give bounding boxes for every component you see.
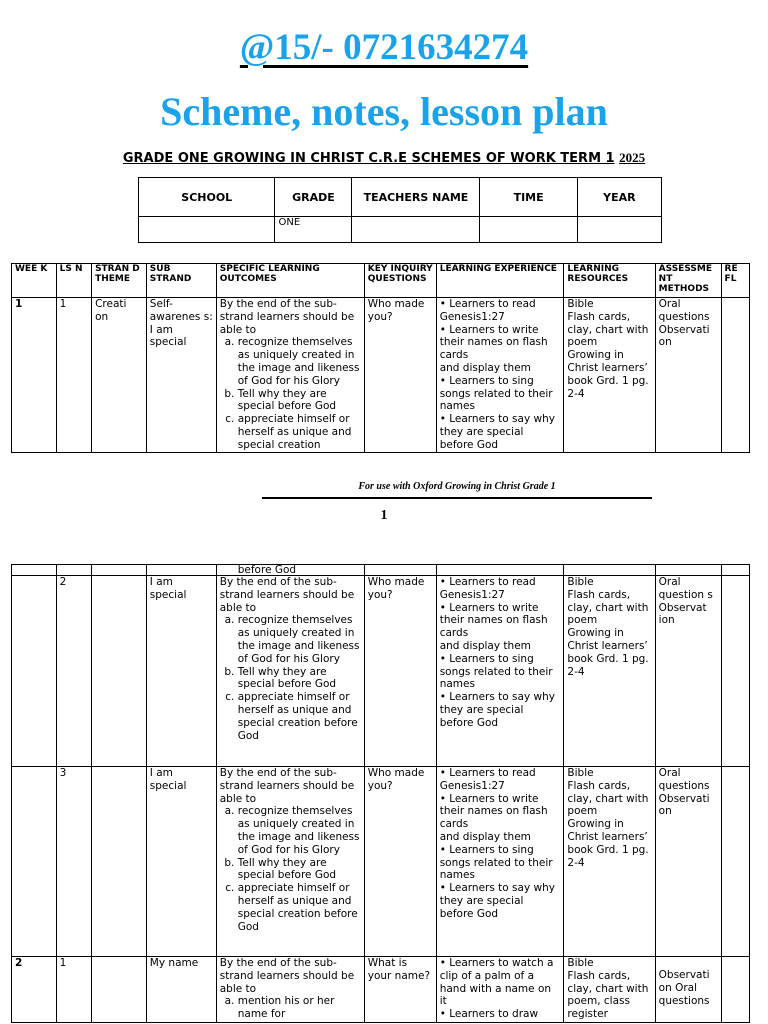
- outcome-item: a. recognize themselves as uniquely created in the image and likeness of God for his Glory: [238, 336, 361, 387]
- experience-item: • Learners to sing songs related to their names: [439, 652, 553, 691]
- assessment-item: Oral questions: [658, 298, 710, 323]
- cell-week: [12, 767, 57, 957]
- cell-key-question: Who made you?: [364, 767, 436, 957]
- cell-week: 1: [12, 298, 57, 453]
- cell-week: [12, 576, 57, 767]
- info-header-grade: GRADE: [275, 178, 352, 217]
- cell-assessment: [655, 565, 721, 576]
- resource-item: Bible: [567, 957, 594, 969]
- info-value-time: [480, 217, 577, 243]
- cell-reflection: [721, 298, 749, 453]
- scheme-header-row: [12, 264, 750, 298]
- subtitle-banner: Scheme, notes, lesson plan: [160, 89, 608, 134]
- cell-outcomes: [216, 298, 364, 453]
- page-number: 1: [380, 508, 388, 523]
- outcome-item: c. appreciate himself or herself as unique and special creation before God: [238, 691, 361, 742]
- cell-experience: [436, 298, 564, 453]
- info-value-teacher: [352, 217, 480, 243]
- outcomes-list: [220, 805, 361, 933]
- document-title-text: GRADE ONE GROWING IN CHRIST C.R.E SCHEMES OF WORK TERM 1: [122, 151, 615, 166]
- outcomes-intro: By the end of the sub-strand learners should be able to: [219, 767, 355, 805]
- scheme-table-page1: [11, 263, 750, 453]
- cell-experience: [436, 957, 564, 1023]
- info-header-teacher: TEACHERS NAME: [352, 178, 480, 217]
- cell-lsn: 1: [56, 298, 91, 453]
- cell-sub-strand: I am special: [146, 767, 216, 957]
- table-row: [12, 576, 750, 767]
- cell-key-question: Who made you?: [364, 298, 436, 453]
- cell-lsn: [56, 565, 91, 576]
- cell-strand: [92, 957, 147, 1023]
- cell-week: [12, 565, 57, 576]
- info-header-time: TIME: [480, 178, 577, 217]
- cell-lsn: 2: [56, 576, 91, 767]
- cell-sub-strand: I am special: [146, 576, 216, 767]
- cell-lsn: 3: [56, 767, 91, 957]
- header-sub-strand: SUB STRAND: [146, 264, 216, 298]
- experience-item: • Learners to sing songs related to their names: [439, 843, 553, 882]
- cell-key-question: Who made you?: [364, 576, 436, 767]
- cell-strand: [92, 565, 147, 576]
- outcome-item: c. appreciate himself or herself as unique and special creation before God: [238, 882, 361, 933]
- cell-key-question: [364, 565, 436, 576]
- cell-outcomes: [216, 957, 364, 1023]
- experience-item: • Learners to watch a clip of a palm of a hand with a name on it: [439, 957, 554, 1008]
- outcomes-intro: By the end of the sub-strand learners should be able to: [219, 576, 355, 614]
- experience-item: • Learners to sing songs related to their names: [439, 374, 553, 413]
- outcome-item: a. recognize themselves as uniquely created in the image and likeness of God for his Glory: [238, 614, 361, 665]
- cell-outcomes: [216, 767, 364, 957]
- cell-reflection: [721, 565, 749, 576]
- info-value-year: [577, 217, 661, 243]
- header-reflection: RE FL: [721, 264, 749, 298]
- cell-sub-strand: [146, 565, 216, 576]
- cell-experience: [436, 565, 564, 576]
- cell-outcomes: [216, 565, 364, 576]
- cell-resources: [564, 957, 655, 1023]
- info-header-year: YEAR: [577, 178, 661, 217]
- outcome-item: b. Tell why they are special before God: [238, 388, 361, 414]
- cell-assessment: [655, 767, 721, 957]
- assessment-item: Observati on: [658, 792, 710, 818]
- cell-sub-strand: Self-awarenes s: I am special: [146, 298, 216, 453]
- header-strand: STRAN D THEME: [92, 264, 147, 298]
- phone-text: @15/- 0721634274: [239, 27, 529, 68]
- cell-experience: [436, 576, 564, 767]
- assessment-item: Observat ion: [658, 601, 707, 627]
- cell-assessment: [655, 957, 721, 1023]
- resource-item: Flash cards, clay, chart with poem: [567, 779, 649, 818]
- header-week: WEE K: [12, 264, 57, 298]
- cell-experience: [436, 767, 564, 957]
- info-header-school: SCHOOL: [139, 178, 275, 217]
- experience-item: • Learners to say why they are special before God: [439, 882, 555, 920]
- experience-item: • Learners to say why they are special before God: [439, 413, 555, 451]
- experience-item: and display them: [439, 361, 531, 374]
- table-row-carry: [12, 565, 750, 576]
- experience-item: and display them: [439, 639, 531, 652]
- experience-item: • Learners to write their names on flash cards: [439, 601, 548, 640]
- assessment-item: Observati on: [658, 323, 710, 349]
- cell-resources: [564, 298, 655, 453]
- resource-item: Growing in Christ learners’ book Grd. 1 pg. 2-4: [567, 627, 649, 678]
- header-lsn: LS N: [56, 264, 91, 298]
- assessment-item: Oral question s: [658, 576, 713, 601]
- cell-resources: [564, 767, 655, 957]
- experience-item: • Learners to write their names on flash cards: [439, 323, 548, 362]
- table-row: [12, 767, 750, 957]
- assessment-item: Oral questions: [658, 767, 710, 792]
- cell-key-question: What is your name?: [364, 957, 436, 1023]
- resource-item: Flash cards, clay, chart with poem: [567, 310, 649, 349]
- header-resources: LEARNING RESOURCES: [564, 264, 655, 298]
- outcomes-intro: By the end of the sub-strand learners should be able to: [219, 957, 355, 995]
- resource-item: Growing in Christ learners’ book Grd. 1 pg. 2-4: [567, 818, 649, 869]
- info-table: [138, 177, 662, 243]
- experience-item: • Learners to write their names on flash cards: [439, 792, 548, 831]
- experience-item: and display them: [439, 830, 531, 843]
- outcomes-list: [220, 336, 361, 451]
- resource-item: Bible: [567, 576, 594, 588]
- resource-item: Bible: [567, 767, 594, 779]
- footer-divider: [262, 497, 652, 499]
- experience-item: • Learners to read Genesis1:27: [439, 767, 536, 792]
- experience-item: • Learners to draw: [439, 1008, 539, 1021]
- info-value-row: [139, 217, 662, 243]
- cell-strand: Creati on: [92, 298, 147, 453]
- info-header-row: [139, 178, 662, 217]
- document-year: 2025: [619, 150, 646, 165]
- cell-resources: [564, 565, 655, 576]
- cell-sub-strand: My name: [146, 957, 216, 1023]
- cell-strand: [92, 576, 147, 767]
- resource-item: Growing in Christ learners’ book Grd. 1 pg. 2-4: [567, 349, 649, 400]
- resource-item: Flash cards, clay, chart with poem, class register: [567, 969, 649, 1021]
- cell-reflection: [721, 576, 749, 767]
- cell-reflection: [721, 957, 749, 1023]
- outcome-carry: before God: [237, 564, 297, 576]
- experience-item: • Learners to read Genesis1:27: [439, 576, 536, 601]
- cell-week: 2: [12, 957, 57, 1023]
- outcomes-list: [220, 614, 361, 742]
- footer-note: For use with Oxford Growing in Christ Grade 1: [358, 481, 556, 492]
- cell-outcomes: [216, 576, 364, 767]
- outcome-item: c. appreciate himself or herself as unique and special creation: [238, 413, 361, 451]
- cell-strand: [92, 767, 147, 957]
- header-assessment: ASSESSME NT METHODS: [655, 264, 721, 298]
- experience-item: • Learners to say why they are special before God: [439, 691, 555, 729]
- cell-resources: [564, 576, 655, 767]
- table-row: [12, 957, 750, 1023]
- info-value-school: [139, 217, 275, 243]
- header-experience: LEARNING EXPERIENCE: [436, 264, 564, 298]
- outcome-item: a. recognize themselves as uniquely created in the image and likeness of God for his Glory: [238, 805, 361, 856]
- cell-assessment: [655, 576, 721, 767]
- outcome-item: b. Tell why they are special before God: [238, 666, 361, 692]
- resource-item: Flash cards, clay, chart with poem: [567, 588, 649, 627]
- resource-item: Bible: [567, 298, 594, 310]
- outcome-item: b. Tell why they are special before God: [238, 857, 361, 883]
- table-row: [12, 298, 750, 453]
- cell-lsn: 1: [56, 957, 91, 1023]
- info-value-grade: ONE: [275, 217, 352, 243]
- cell-reflection: [721, 767, 749, 957]
- experience-item: • Learners to read Genesis1:27: [439, 298, 536, 323]
- scheme-table-page2: [11, 564, 750, 1023]
- assessment-item: Observati on Oral questions: [658, 969, 710, 1007]
- outcomes-intro: By the end of the sub-strand learners should be able to: [219, 298, 355, 336]
- header-key-questions: KEY INQUIRY QUESTIONS: [364, 264, 436, 298]
- phone-banner: [0, 26, 768, 69]
- document-title: [0, 150, 768, 166]
- header-outcomes: SPECIFIC LEARNING OUTCOMES: [216, 264, 364, 298]
- outcome-item: a. mention his or her name for: [238, 995, 361, 1021]
- outcomes-list: [220, 995, 361, 1021]
- cell-assessment: [655, 298, 721, 453]
